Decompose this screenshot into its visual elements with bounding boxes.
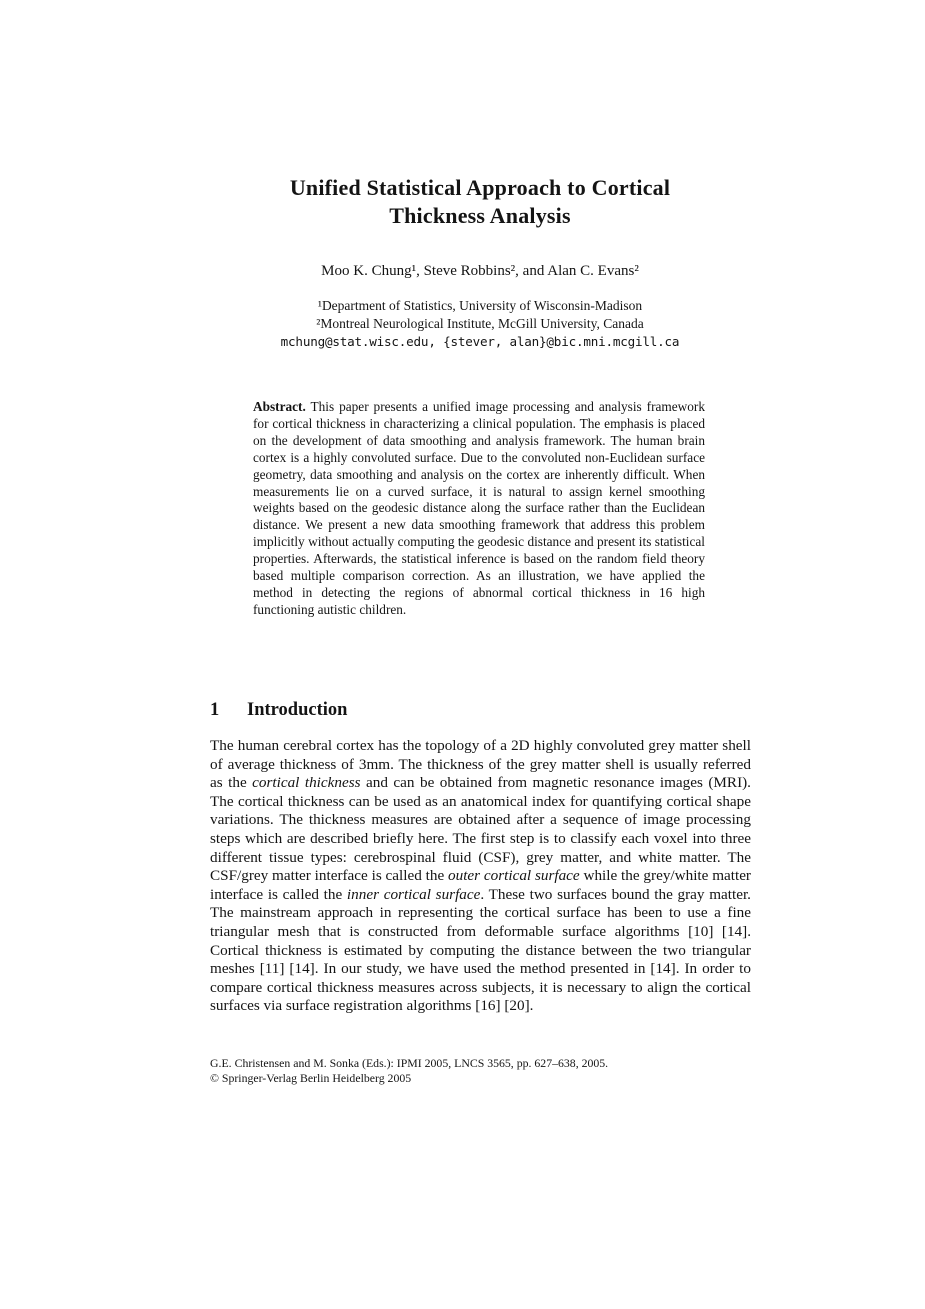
footer-citation: G.E. Christensen and M. Sonka (Eds.): IPMI 2005, LNCS 3565, pp. 627–638, 2005. [210,1056,609,1070]
paper-affiliations [122,297,838,351]
abstract: Abstract. This paper presents a unified image processing and analysis framework for cortical thickness in characterizing a clinical population. The emphasis is placed on the development of data smoothing and analysis framework. The human brain cortex is a highly convoluted surface. Due to the convoluted non-Euclidean surface geometry, data smoothing and analysis on the cortex are inherently difficult. When measurements lie on a curved surface, it is natural to assign kernel smoothing weights based on the geodesic distance along the surface rather than the Euclidean distance. We present a new data smoothing framework that address this problem implicitly without actually computing the geodesic distance and present its statistical properties. Afterwards, the statistical inference is based on the random field theory based multiple comparison correction. As an illustration, we have applied the method in detecting the regions of abnormal cortical thickness in 16 high functioning autistic children. [253,399,705,617]
introduction-paragraph: The human cerebral cortex has the topology of a 2D highly convoluted grey matter shell of average thickness of 3mm. The thickness of the grey matter shell is usually referred as the cortical thickness and can be obtained from magnetic resonance images (MRI). The cortical thickness can be used as an anatomical index for quantifying cortical shape variations. The thickness measures are obtained after a sequence of image processing steps which are described briefly here. The first step is to classify each voxel into three different tissue types: cerebrospinal fluid (CSF), grey matter, and white matter. The CSF/grey matter interface is called the outer cortical surface while the grey/white matter interface is called the inner cortical surface. These two surfaces bound the gray matter. The mainstream approach in representing the cortical surface has been to use a fine triangular mesh that is constructed from deformable surface algorithms [10] [14]. Cortical thickness is estimated by computing the distance between the two triangular meshes [11] [14]. In our study, we have used the method presented in [14]. In order to compare cortical thickness measures across subjects, it is necessary to align the cortical surfaces via surface registration algorithms [16] [20]. [210,737,751,1015]
affiliation-1: ¹Department of Statistics, University of Wisconsin-Madison [317,298,643,313]
title-block [162,174,798,230]
footer-copyright: © Springer-Verlag Berlin Heidelberg 2005 [210,1070,412,1085]
paper-title [162,174,798,230]
affiliation-2: ²Montreal Neurological Institute, McGill University, Canada [316,315,644,331]
section-number: 1 [210,700,220,720]
section-heading-introduction [210,699,751,721]
paper-title-line2: Thickness Analysis [389,203,571,228]
paper-authors: Moo K. Chung¹, Steve Robbins², and Alan C. Evans² [321,263,639,279]
author-emails: mchung@stat.wisc.edu, {stever, alan}@bic.mni.mcgill.ca [280,334,680,349]
page-footer [210,1056,751,1085]
section-title: Introduction [247,700,348,720]
paper-title-line1: Unified Statistical Approach to Cortical [289,175,671,200]
